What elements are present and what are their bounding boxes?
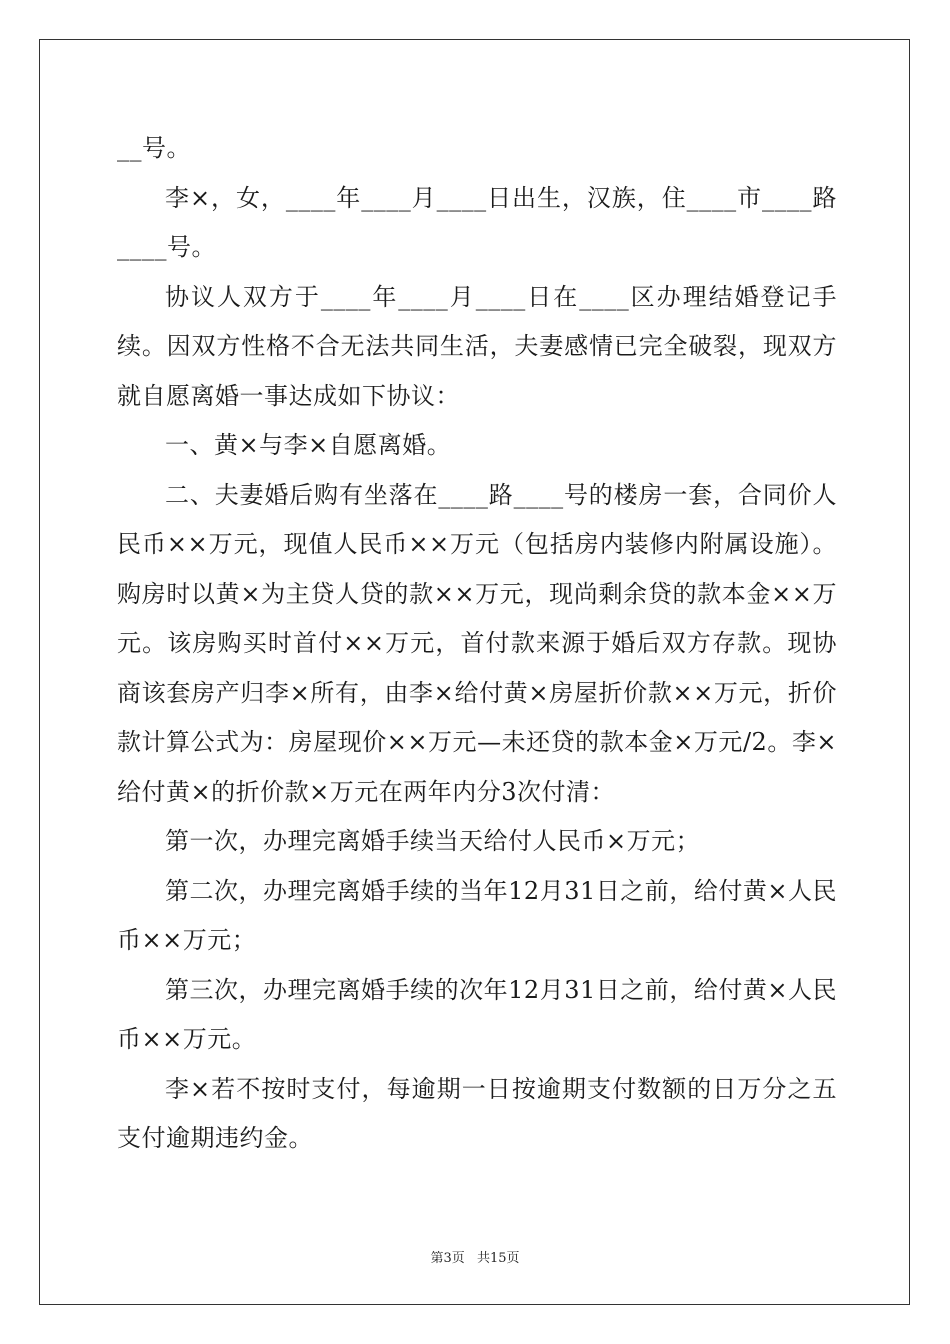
paragraph-marriage-registration: 协议人双方于____年____月____日在____区办理结婚登记手续。因双方性格不合无法共同生活，夫妻感情已完全破裂，现双方就自愿离婚一事达成如下协议： <box>117 282 837 410</box>
paragraph-payment-first: 第一次，办理完离婚手续当天给付人民币×万元； <box>165 827 701 855</box>
page-footer <box>0 1247 950 1266</box>
paragraph-party-li: 李×，女，____年____月____日出生，汉族，住____市____路____号。 <box>117 183 837 261</box>
page-number: 第3页 <box>430 1251 465 1266</box>
paragraph-clause-one: 一、黄×与李×自愿离婚。 <box>165 431 452 459</box>
paragraph-late-penalty: 李×若不按时支付，每逾期一日按逾期支付数额的日万分之五支付逾期违约金。 <box>117 1074 837 1152</box>
page-total: 共15页 <box>476 1251 520 1266</box>
paragraph-clause-two: 二、夫妻婚后购有坐落在____路____号的楼房一套，合同价人民币××万元，现值人民币××万元（包括房内装修内附属设施）。购房时以黄×为主贷人贷的款××万元，现尚剩余贷的款本金××万元。该房购买时首付××万元，首付款来源于婚后双方存款。现协商该套房产归李×所有，由李×给付黄×房屋折价款××万元，折价款计算公式为：房屋现价××万元—未还贷的款本金×万元/2。李×给付黄×的折价款×万元在两年内分3次付清： <box>117 480 837 806</box>
paragraph-address-end: __号。 <box>117 134 191 162</box>
paragraph-payment-second: 第二次，办理完离婚手续的当年12月31日之前，给付黄×人民币××万元； <box>117 876 837 954</box>
document-body <box>117 124 837 1164</box>
paragraph-payment-third: 第三次，办理完离婚手续的次年12月31日之前，给付黄×人民币××万元。 <box>117 975 837 1053</box>
